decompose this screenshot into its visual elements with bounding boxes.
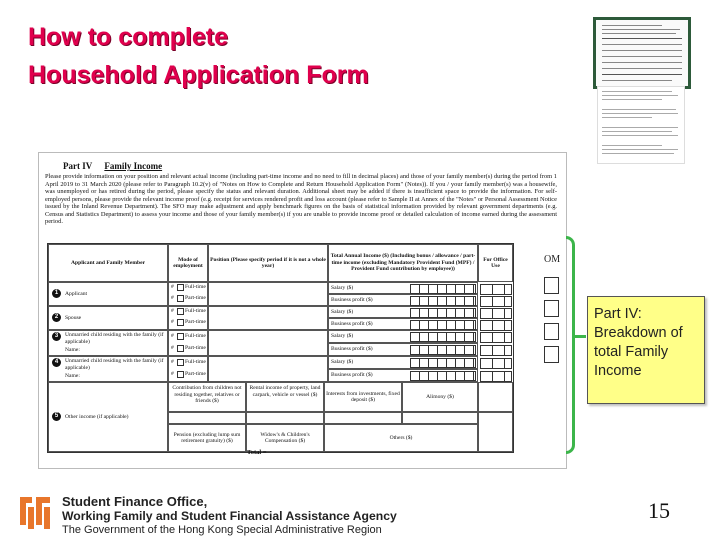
business-profit-input[interactable] xyxy=(410,371,476,381)
part-time-checkbox[interactable] xyxy=(177,345,184,352)
header-total-income: Total Annual Income ($) (Including bonus / allowance / part-time income (excluding Mandatory Provident Fund (MPF) / Provident Fund contribution by employee)) xyxy=(328,244,478,282)
business-profit-input[interactable] xyxy=(410,296,476,306)
member-number-badge: 1 xyxy=(52,289,61,298)
position-field[interactable] xyxy=(208,330,328,356)
form-excerpt xyxy=(38,152,567,469)
member-number-badge: 3 xyxy=(52,332,61,341)
salary-input[interactable] xyxy=(410,284,476,294)
om-box xyxy=(544,346,559,363)
part-time-checkbox[interactable] xyxy=(177,371,184,378)
callout-box xyxy=(587,296,705,404)
om-box xyxy=(544,277,559,294)
office-use-box xyxy=(480,358,512,369)
salary-input[interactable] xyxy=(410,358,476,368)
om-box xyxy=(544,300,559,317)
member-number-badge: 4 xyxy=(52,358,61,367)
salary-input[interactable] xyxy=(410,332,476,342)
salary-label: Salary ($) xyxy=(331,284,354,291)
office-use-box xyxy=(480,332,512,343)
slide-title xyxy=(28,18,568,94)
slide-title-line-1: How to complete xyxy=(28,23,229,51)
others-label: Others ($) xyxy=(389,434,413,441)
member-name: Unmarried child residing with the family (if applicable) xyxy=(65,358,164,371)
agency-name: Working Family and Student Financial Assistance Agency xyxy=(62,509,397,523)
member-number-badge: 5 xyxy=(52,412,61,421)
om-label: OM xyxy=(544,254,561,265)
member-name: Spouse xyxy=(65,315,82,321)
callout-line-3: total Family xyxy=(594,344,669,360)
sfo-logo-icon xyxy=(14,489,56,535)
bracket-pointer xyxy=(574,335,586,338)
member-name: Unmarried child residing with the family (if applicable) xyxy=(65,332,164,345)
header-office-use: For Office Use xyxy=(478,244,513,282)
alimony-input[interactable] xyxy=(402,412,478,424)
office-use-box xyxy=(480,284,512,295)
om-box xyxy=(544,323,559,340)
position-field[interactable] xyxy=(208,282,328,306)
business-profit-label: Business profit ($) xyxy=(331,346,373,353)
page-number: 15 xyxy=(648,498,670,523)
full-time-checkbox[interactable] xyxy=(177,284,184,291)
business-profit-label: Business profit ($) xyxy=(331,320,373,327)
contribution-label: Contribution from children not residing together, relatives or friends ($) xyxy=(172,385,242,404)
member-name-field-label: Name: xyxy=(65,347,80,353)
office-use-box xyxy=(480,308,512,319)
member-number-badge: 2 xyxy=(52,313,61,322)
salary-label: Salary ($) xyxy=(331,308,354,315)
interest-input[interactable] xyxy=(324,412,402,424)
form-thumbnail-highlighted xyxy=(593,17,691,89)
office-use-box xyxy=(480,345,512,356)
full-time-checkbox[interactable] xyxy=(177,333,184,340)
contribution-input[interactable] xyxy=(168,412,246,424)
form-instructions: Please provide information on your position and relevant actual income (including part-time income and no need to fill in decimal places) and those of your family member(s) during the period from 1 April 2019 to 31 March 2020 (please refer to Paragraph 10.2(v) of "Notes on How to Complete and Return Household Application Form" (Notes)). If you / your family member(s) was a housewife, was unemployed or has retired during the period, please specify the status and relevant duration. Additional sheet may be added if there is insufficient space to provide the information. For self-employed persons, please provide the relevant income proof (e.g. receipt for services rendered profit and loss account (please refer to Sample II at Annex of the "Notes" or Personal Assessment Notice issued by the Inland Revenue Department). The SFO may make adjustment and apply benchmark figures on the basis of statistical information provided by relevant government departments (e.g. Census and Statistics Department) to assess your income and those of your family member(s) if you are unable to provide income proof or detailed calculation of income earned during the assessment period. xyxy=(45,173,557,225)
part-title: Family Income xyxy=(104,161,163,171)
header-applicant: Applicant and Family Member xyxy=(48,244,168,282)
salary-label: Salary ($) xyxy=(331,333,354,340)
header-position: Position (Please specify period if it is not a whole year) xyxy=(208,244,328,282)
business-profit-label: Business profit ($) xyxy=(331,372,373,379)
callout-line-1: Part IV: xyxy=(594,306,642,322)
callout-line-2: Breakdown of xyxy=(594,325,683,341)
full-time-checkbox[interactable] xyxy=(177,359,184,366)
member-name: Applicant xyxy=(65,291,88,297)
member-name: Other income (if applicable) xyxy=(65,414,129,420)
total-label: Total = xyxy=(247,449,267,456)
interest-label: Interests from investments, fixed deposit ($) xyxy=(326,390,400,403)
office-use-box xyxy=(480,296,512,307)
salary-label: Salary ($) xyxy=(331,359,354,366)
pension-label: Pension (excluding lump sum retirement gratuity) ($) xyxy=(173,431,241,444)
rental-input[interactable] xyxy=(246,412,324,424)
income-table: Applicant and Family Member Mode of employment Position (Please specify period if it is not a whole year) Total Annual Income ($) (Including bonus / allowance / part-time income (excluding Mandatory Provident Fund (MPF) / Provident Fund contribution by employee)) For Office Use 1 Applicant 2 Spouse 3 Unmarried child residing with the family (if applicable) Name: 4 Unmarried child residing with the family (if applicable) Name: # Full-time # Part-time Salary ($) Business profit ($) # Full-time # Part-time Salary ($) Business profit ($) # Full-time # Part-time Salary ($) Business profit ($) # Full-time # Part-time Salary ($) Business profit ($) 5 Other income (if applicable) Contribution from children not residing together, relatives or friends ($) Rental income of property, land carpark, vehicle or vessel ($) Interests from investments, fixed deposit ($) Alimony ($) Pension (excluding lump sum retirement gratuity) ($) Widow's & Children's Compensation ($) Others ($) xyxy=(47,243,514,453)
full-time-checkbox[interactable] xyxy=(177,308,184,315)
office-use-box xyxy=(480,371,512,382)
rental-label: Rental income of property, land carpark, vehicle or vessel ($) xyxy=(249,385,321,398)
government-name: The Government of the Hong Kong Special Administrative Region xyxy=(62,524,382,536)
org-name: Student Finance Office, xyxy=(62,494,208,509)
salary-input[interactable] xyxy=(410,308,476,318)
widow-compensation-label: Widow's & Children's Compensation ($) xyxy=(260,431,310,444)
header-mode: Mode of employment xyxy=(168,244,208,282)
part-time-checkbox[interactable] xyxy=(177,319,184,326)
alimony-label: Alimony ($) xyxy=(426,393,454,400)
position-field[interactable] xyxy=(208,356,328,382)
business-profit-label: Business profit ($) xyxy=(331,296,373,303)
slide-title-line-2: Household Application Form xyxy=(28,61,369,89)
business-profit-input[interactable] xyxy=(410,320,476,330)
business-profit-input[interactable] xyxy=(410,345,476,355)
highlight-bracket xyxy=(566,236,575,454)
office-use-box xyxy=(480,320,512,331)
part-time-checkbox[interactable] xyxy=(177,295,184,302)
position-field[interactable] xyxy=(208,306,328,330)
part-label: Part IV xyxy=(63,161,93,171)
form-thumbnail-page xyxy=(597,86,685,164)
form-part-heading xyxy=(63,163,162,171)
member-name-field-label: Name: xyxy=(65,373,80,379)
callout-line-4: Income xyxy=(594,363,642,379)
